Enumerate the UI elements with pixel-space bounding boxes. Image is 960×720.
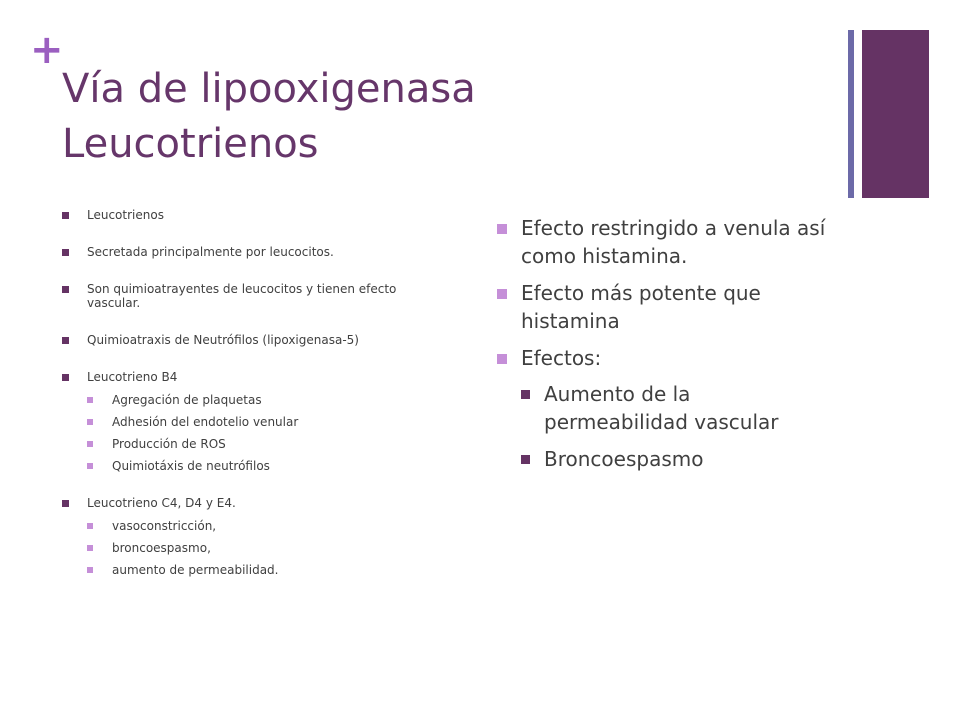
list-item-text: Leucotrienos	[87, 208, 164, 222]
list-item-text: Secretada principalmente por leucocitos.	[87, 245, 334, 259]
list-item	[62, 208, 422, 222]
list-item	[62, 282, 422, 310]
list-item-text: Leucotrieno B4	[87, 370, 178, 384]
list-item-text: Efecto restringido a venula así como histamina.	[521, 216, 826, 268]
sub-list-item: Adhesión del endotelio venular	[87, 415, 422, 429]
list-item-text: Efecto más potente que histamina	[521, 281, 761, 333]
decorative-bar-thin	[848, 30, 854, 198]
slide-title	[62, 62, 822, 172]
sub-list-item: broncoespasmo,	[87, 541, 422, 555]
list-item-text: Efectos:	[521, 346, 602, 370]
list-item-text: Son quimioatrayentes de leucocitos y tienen efecto vascular.	[87, 282, 397, 310]
sub-list	[87, 393, 422, 473]
title-line-1: Vía de lipooxigenasa	[62, 66, 476, 112]
sub-list	[87, 519, 422, 577]
sub-list-item: Broncoespasmo	[521, 445, 837, 473]
sub-list-item: Quimiotáxis de neutrófilos	[87, 459, 422, 473]
title-line-2: Leucotrienos	[62, 121, 319, 167]
plus-icon: +	[30, 27, 64, 73]
right-bullet-list	[497, 214, 837, 482]
list-item-text: Quimioatraxis de Neutrófilos (lipoxigenasa-5)	[87, 333, 359, 347]
list-item	[497, 214, 837, 270]
sub-list-item: Agregación de plaquetas	[87, 393, 422, 407]
list-item	[62, 333, 422, 347]
decorative-bar-thick	[862, 30, 929, 198]
list-item	[497, 344, 837, 473]
sub-list	[521, 380, 837, 473]
list-item-text: Leucotrieno C4, D4 y E4.	[87, 496, 236, 510]
list-item	[497, 279, 837, 335]
left-bullet-list	[62, 208, 422, 600]
list-item	[62, 370, 422, 473]
sub-list-item: Producción de ROS	[87, 437, 422, 451]
sub-list-item: Aumento de la permeabilidad vascular	[521, 380, 837, 436]
sub-list-item: aumento de permeabilidad.	[87, 563, 422, 577]
sub-list-item: vasoconstricción,	[87, 519, 422, 533]
list-item	[62, 245, 422, 259]
list-item	[62, 496, 422, 577]
